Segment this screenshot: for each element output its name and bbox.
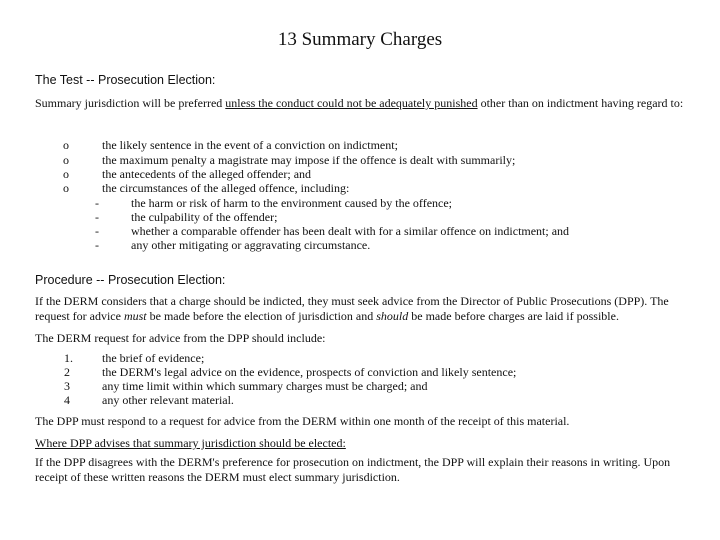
where-heading: Where DPP advises that summary jurisdiction should be elected: [35, 436, 346, 450]
procedure-emphasis-should: should [376, 309, 409, 323]
dash-marker: - [95, 210, 99, 224]
test-heading: The Test -- Prosecution Election: [35, 73, 216, 87]
list-item-text: the likely sentence in the event of a conviction on indictment; [102, 138, 398, 152]
procedure-paragraph [35, 294, 685, 324]
intro-paragraph [35, 96, 685, 111]
procedure-text-1: If the DERM considers that a charge should be indicted, they must seek advice from the Director of Public Prosecutions (DPP). The request for advice [35, 294, 669, 323]
numbered-item-text: any other relevant material. [102, 393, 234, 407]
bullet-marker: o [63, 167, 69, 181]
number-marker: 1. [64, 351, 73, 365]
bullet-marker: o [63, 181, 69, 195]
sub-list-item-text: any other mitigating or aggravating circumstance. [131, 238, 371, 252]
number-marker: 2 [64, 365, 70, 379]
list-item-text: the circumstances of the alleged offence, including: [102, 181, 350, 195]
dash-marker: - [95, 196, 99, 210]
number-marker: 3 [64, 379, 70, 393]
sub-list-item-text: the culpability of the offender; [131, 210, 278, 224]
intro-text-underlined: unless the conduct could not be adequately punished [225, 96, 478, 110]
sub-list-item-text: the harm or risk of harm to the environment caused by the offence; [131, 196, 453, 210]
list-item-text: the maximum penalty a magistrate may impose if the offence is dealt with summarily; [102, 153, 516, 167]
page-title: 13 Summary Charges [277, 29, 443, 50]
number-marker: 4 [64, 393, 70, 407]
intro-text-before: Summary jurisdiction will be preferred [35, 96, 226, 110]
procedure-emphasis-must: must [123, 309, 147, 323]
list-item-text: the antecedents of the alleged offender; and [102, 167, 312, 181]
request-intro: The DERM request for advice from the DPP should include: [35, 331, 326, 345]
procedure-text-2: be made before the election of jurisdiction and [146, 309, 377, 323]
dpp-response: The DPP must respond to a request for advice from the DERM within one month of the receipt of this material. [35, 414, 570, 428]
disagree-paragraph: If the DPP disagrees with the DERM's preference for prosecution on indictment, the DPP will explain their reasons in writing. Upon receipt of these written reasons the DERM must elect summary jurisdiction. [35, 455, 671, 484]
bullet-marker: o [63, 153, 69, 167]
procedure-text-3: be made before charges are laid if possible. [408, 309, 619, 323]
bullet-marker: o [63, 138, 69, 152]
sub-list-item-text: whether a comparable offender has been dealt with for a similar offence on indictment; and [131, 224, 570, 238]
numbered-item-text: the brief of evidence; [102, 351, 205, 365]
numbered-item-text: any time limit within which summary charges must be charged; and [102, 379, 428, 393]
intro-text-after: other than on indictment having regard to: [477, 96, 684, 110]
dash-marker: - [95, 238, 99, 252]
numbered-item-text: the DERM's legal advice on the evidence, prospects of conviction and likely sentence; [102, 365, 517, 379]
dash-marker: - [95, 224, 99, 238]
procedure-heading: Procedure -- Prosecution Election: [35, 273, 226, 287]
